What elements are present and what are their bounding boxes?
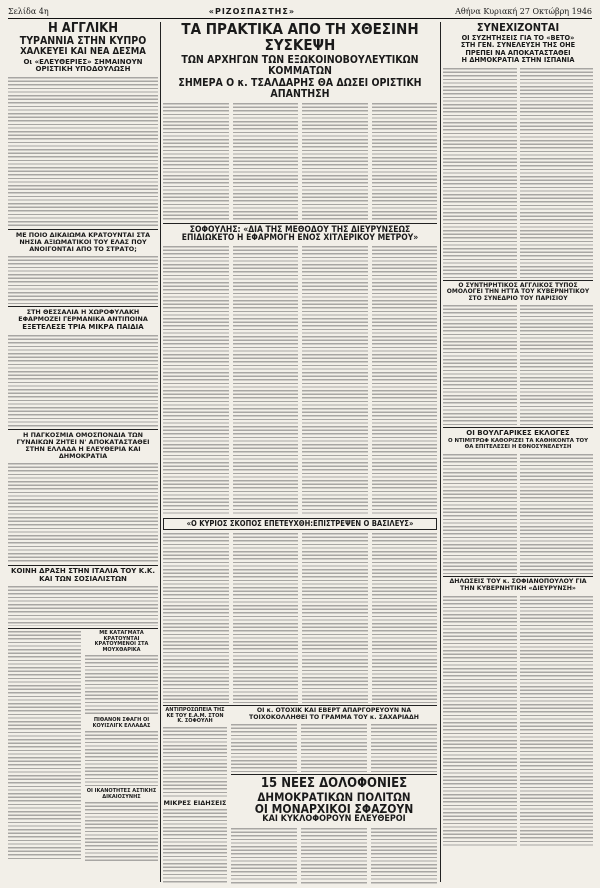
headline: ΤΥΡΑΝΝΙΑ ΣΤΗΝ ΚΥΠΡΟ	[19, 34, 147, 47]
article-aggl-typos	[443, 283, 593, 426]
subheadline: Ο ΝΤΙΜΙΤΡΩΦ ΚΑΘΟΡΙΖΕΙ ΤΑ ΚΑΘΗΚΟΝΤΑ ΤΟΥ ΘΑ ΕΠΙΤΕΛΕΣΕΙ Η ΕΘΝΟΣΥΝΕΛΕΥΣΗ	[448, 438, 588, 450]
headline: ΔΗΜΟΚΡΑΤΙΚΩΝ ΠΟΛΙΤΩΝ	[257, 789, 411, 804]
column-rule	[160, 22, 161, 882]
body-text	[520, 454, 594, 574]
body-text	[233, 533, 299, 703]
headline: ΠΙΘΑΝΟΝ ΣΦΑΓΗ ΟΙ ΚΟΥΙΣΛΙΓΚ ΕΛΛΑΔΑΣ	[92, 717, 151, 729]
headline: Ο ΣΥΝΤΗΡΗΤΙΚΟΣ ΑΓΓΛΙΚΟΣ ΤΥΠΟΣ ΟΜΟΛΟΓΕΙ ΤΗΝ ΗΤΤΑ ΤΟΥ ΚΥΒΕΡΝΗΤΙΚΟΥ ΣΤΟ ΣΥΝΕΔΡΙΟ ΤΟΥ ΠΑΡΙΣΙΟΥ	[446, 281, 590, 302]
body-text	[520, 305, 594, 425]
body-columns	[443, 596, 593, 846]
body-text	[302, 246, 368, 516]
body-text	[8, 77, 158, 227]
right-column	[443, 22, 593, 884]
article-kyrios	[163, 518, 437, 530]
body-text	[302, 103, 368, 221]
divider	[443, 427, 593, 428]
headline: ΟΙ κ. ΟΤΟΧΙΚ ΚΑΙ ΕΒΕΡΤ ΑΠΑΡΓΟΡΕΥΟΥΝ ΝΑ ΤΟΙΧΟΚΟΛΛΗΘΕΙ ΤΟ ΓΡΑΜΜΑ ΤΟΥ κ. ΣΑΧΑΡΙΑΔΗ	[249, 707, 419, 722]
body-text	[163, 809, 227, 884]
divider	[8, 628, 158, 629]
headline: ΤΩΝ ΑΡΧΗΓΩΝ ΤΩΝ ΕΞΩΚΟΙΝΟΒΟΥΛΕΥΤΙΚΩΝ ΚΟΜΜΑΤΩΝ	[181, 53, 419, 77]
divider	[163, 705, 437, 706]
article-voulgarikes	[443, 430, 593, 574]
headline: ΔΗΛΩΣΕΙΣ ΤΟΥ κ. ΣΟΦΙΑΝΟΠΟΥΛΟΥ ΓΙΑ ΤΗΝ ΚΥΒΕΡΝΗΤΙΚΗ «ΔΙΕΥΡΥΝΣΗ»	[449, 577, 587, 592]
body-columns	[231, 724, 437, 772]
page-number: Σελίδα 4η	[8, 6, 49, 16]
body-text	[520, 68, 594, 278]
body-columns	[163, 246, 437, 516]
headline: 15 ΝΕΕΣ ΔΟΛΟΦΟΝΙΕΣ	[260, 776, 408, 791]
article-otohik-dolofonies	[231, 708, 437, 884]
article-pagkosmia	[8, 432, 158, 563]
body-text	[231, 828, 297, 884]
body-text	[8, 586, 158, 626]
headline: ΑΝΤΙΠΡΟΣΩΠΕΙΑ ΤΗΣ ΚΕ ΤΟΥ Ε.Α.Μ. ΣΤΟΝ Κ. ΣΟΦΟΥΛΗ	[165, 707, 225, 725]
article-dikaiomata	[8, 232, 158, 304]
headline: ΟΙ ΒΟΥΛΓΑΡΙΚΕΣ ΕΚΛΟΓΕΣ	[466, 429, 570, 438]
body-text	[302, 533, 368, 703]
divider	[443, 280, 593, 281]
body-columns	[163, 533, 437, 703]
headline: Η ΑΓΓΛΙΚΗ	[47, 22, 119, 36]
divider	[443, 576, 593, 577]
subheadline: ΠΡΕΠΕΙ ΝΑ ΑΠΟΚΑΤΑΣΤΑΘΕΙ	[465, 49, 571, 58]
body-text	[85, 802, 158, 862]
subheadline: Οι «ΕΛΕΥΘΕΡΙΕΣ» ΣΗΜΑΙΝΟΥΝ	[23, 57, 143, 66]
body-text	[163, 533, 229, 703]
body-text	[163, 246, 229, 516]
body-text	[85, 731, 158, 786]
body-text	[443, 596, 517, 846]
article-small-right	[85, 631, 158, 862]
headline: ΕΠΙΔΙΩΚΕΤΟ Η ΕΦΑΡΜΟΓΗ ΕΝΟΣ ΧΙΤΛΕΡΙΚΟΥ ΜΕΤΡΟΥ»	[181, 233, 419, 244]
headline: ΣΥΝΕΧΙΖΟΝΤΑΙ	[476, 22, 560, 34]
headline: ΣΟΦΟΥΛΗΣ: «ΔΙΑ ΤΗΣ ΜΕΘΟΔΟΥ ΤΗΣ ΔΙΕΥΡΥΝΣΕΩΣ	[189, 224, 411, 235]
subheadline: Η ΔΗΜΟΚΡΑΤΙΑ ΣΤΗΝ ΙΣΠΑΝΙΑ	[461, 56, 575, 65]
body-text	[372, 533, 438, 703]
headline: ΜΙΚΡΕΣ ΕΙΔΗΣΕΙΣ	[163, 798, 227, 807]
body-text	[371, 828, 437, 884]
body-text	[163, 727, 227, 797]
body-text	[163, 103, 229, 221]
article-thessalia	[8, 309, 158, 427]
headline: ΜΕ ΠΟΙΟ ΔΙΚΑΙΩΜΑ ΚΡΑΤΟΥΝΤΑΙ ΣΤΑ ΝΗΣΙΑ ΑΞΙΩΜΑΤΙΚΟΙ ΤΟΥ ΕΛΑΣ ΠΟΥ ΑΝΟΙΓΟΝΤΑΙ ΑΠΟ ΤΟ ΣΤΡΑΤΟ;	[15, 231, 151, 254]
body-text	[372, 103, 438, 221]
body-columns	[163, 103, 437, 221]
body-text	[301, 828, 367, 884]
headline: ΧΑΛΚΕΥΕΙ ΚΑΙ ΝΕΑ ΔΕΣΜΑ	[20, 45, 146, 57]
divider	[8, 429, 158, 430]
headline: ΣΗΜΕΡΑ Ο κ. ΤΣΑΛΔΑΡΗΣ ΘΑ ΔΩΣΕΙ ΟΡΙΣΤΙΚΗ ΑΠΑΝΤΗΣΗ	[178, 76, 422, 100]
subheadline: ΟΙ ΣΥΖΗΤΗΣΕΙΣ ΓΙΑ ΤΟ «ΒΕΤΟ»	[461, 33, 575, 42]
article-small-left	[8, 631, 81, 862]
headline: ΚΟΙΝΗ ΔΡΑΣΗ ΣΤΗΝ ΙΤΑΛΙΑ ΤΟΥ Κ.Κ. ΚΑΙ ΤΩΝ ΣΟΣΙΑΛΙΣΤΩΝ	[11, 567, 155, 583]
body-text	[233, 246, 299, 516]
body-text	[8, 463, 158, 563]
divider	[8, 306, 158, 307]
divider	[8, 229, 158, 230]
masthead	[8, 4, 592, 19]
headline: ΟΙ ΜΟΝΑΡΧΙΚΟΙ ΣΦΑΖΟΥΝ	[254, 801, 414, 816]
subheadline: ΣΤΗ ΓΕΝ. ΣΥΝΕΛΕΥΣΗ ΤΗΣ ΟΗΕ	[460, 40, 576, 49]
bottom-left-blocks	[8, 631, 158, 862]
body-columns	[443, 454, 593, 574]
body-columns	[443, 305, 593, 425]
divider	[8, 565, 158, 566]
article-koini	[8, 568, 158, 626]
headline: ΟΙ ΙΚΑΝΟΤΗΤΕΣ ΑΣΤΙΚΗΣ ΔΙΚΑΙΟΣΥΝΗΣ	[86, 788, 157, 800]
body-text	[443, 305, 517, 425]
article-dilosis	[443, 579, 593, 846]
body-columns	[443, 68, 593, 278]
body-text	[372, 246, 438, 516]
body-text	[8, 256, 158, 304]
article-synexizontai	[443, 22, 593, 278]
headline: Η ΠΑΓΚΟΣΜΙΑ ΟΜΟΣΠΟΝΔΙΑ ΤΩΝ ΓΥΝΑΙΚΩΝ ΖΗΤΕΙ Ν' ΑΠΟΚΑΤΑΣΤΑΘΕΙ ΣΤΗΝ ΕΛΛΑΔΑ Η ΕΛΕΥΘΕΡΙΑ ΚΑΙ ΔΗΜΟΚΡΑΤΙΑ	[16, 430, 150, 461]
article-antiprosopeia	[163, 708, 227, 884]
headline: ΜΕ ΚΑΤΑΓΜΑΤΑ ΚΡΑΤΟΥΝΤΑΙ ΚΡΑΤΟΥΜΕΝΟΙ ΣΤΑ ΜΟΥΧΘΑΡΙΚΑ	[94, 630, 149, 653]
left-column	[8, 22, 158, 884]
body-text	[231, 724, 297, 772]
article-sofoulis	[163, 226, 437, 517]
headline: «Ο ΚΥΡΙΟΣ ΣΚΟΠΟΣ ΕΠΕΤΕΥΧΘΗ:ΕΠΙΣΤΡΕΨΕΝ Ο ΒΑΣΙΛΕΥΣ»	[186, 519, 414, 529]
headline: ΤΑ ΠΡΑΚΤΙΚΑ ΑΠΟ ΤΗ ΧΘΕΣΙΝΗ ΣΥΣΚΕΨΗ	[181, 22, 419, 54]
body-text	[8, 631, 81, 861]
body-columns	[231, 828, 437, 884]
column-rule	[440, 22, 441, 882]
lower-center	[163, 708, 437, 884]
body-text	[85, 655, 158, 715]
article-praktika	[163, 22, 437, 221]
body-text	[8, 335, 158, 427]
body-text	[520, 596, 594, 846]
article-aggliki	[8, 22, 158, 227]
issue-date: Αθήνα Κυριακή 27 Οκτώβρη 1946	[455, 6, 592, 16]
divider	[163, 223, 437, 224]
subheadline: ΟΡΙΣΤΙΚΗ ΥΠΟΔΟΥΛΩΣΗ	[35, 65, 131, 74]
body-text	[443, 454, 517, 574]
headline: ΣΤΗ ΘΕΣΣΑΛΙΑ Η ΧΩΡΟΦΥΛΑΚΗ ΕΦΑΡΜΟΖΕΙ ΓΕΡΜΑΝΙΚΑ ΑΝΤΙΠΟΙΝΑ	[18, 308, 148, 324]
body-text	[371, 724, 437, 772]
paper-name: «ΡΙΖΟΣΠΑΣΤΗΣ»	[208, 6, 295, 16]
subheadline: ΕΞΕΤΕΛΕΣΕ ΤΡΙΑ ΜΙΚΡΑ ΠΑΙΔΙΑ	[22, 323, 144, 332]
center-column	[163, 22, 437, 884]
headline: ΚΑΙ ΚΥΚΛΟΦΟΡΟΥΝ ΕΛΕΥΘΕΡΟΙ	[262, 814, 406, 825]
body-text	[443, 68, 517, 278]
body-text	[301, 724, 367, 772]
divider	[231, 774, 437, 775]
body-text	[233, 103, 299, 221]
